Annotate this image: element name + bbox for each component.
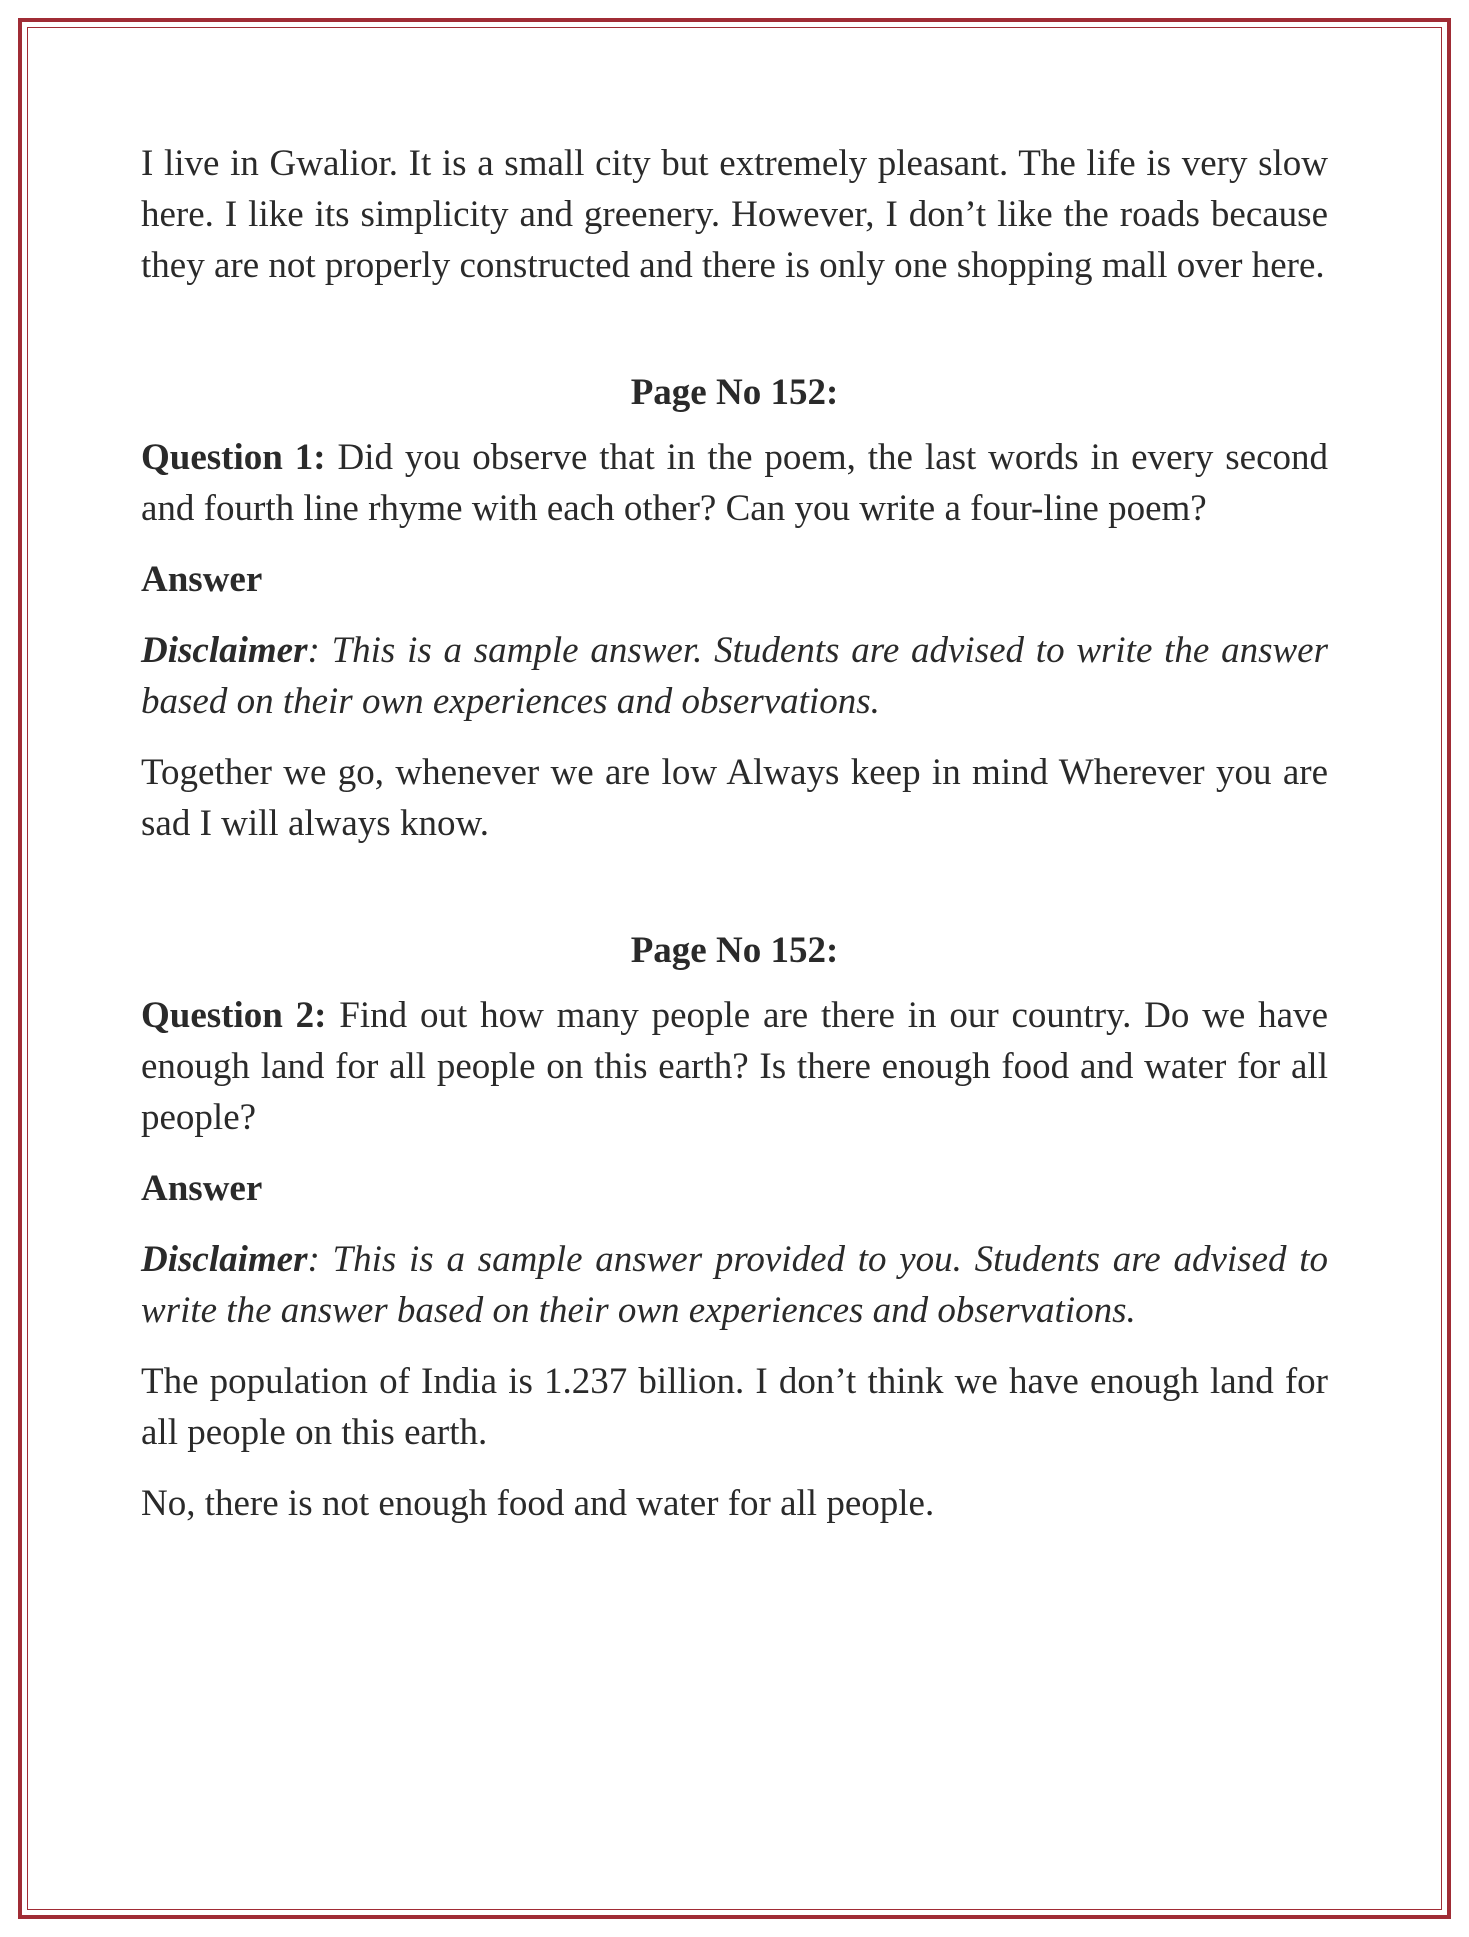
answer-paragraph: Together we go, whenever we are low Always keep in mind Wherever you are sad I will always know. <box>141 752 1328 844</box>
section-question-1 <box>141 367 1328 849</box>
answer-paragraph: The population of India is 1.237 billion. I don’t think we have enough land for all people on this earth. <box>141 1361 1328 1453</box>
disclaimer <box>141 1234 1328 1336</box>
answer-label: Answer <box>141 559 263 600</box>
answer-label: Answer <box>141 1168 263 1209</box>
disclaimer-text: : This is a sample answer provided to you. Students are advised to write the answer based on their own experiences and observations. <box>141 1239 1328 1331</box>
intro-paragraph: I live in Gwalior. It is a small city but extremely pleasant. The life is very slow here. I like its simplicity and greenery. However, I don’t like the roads because they are not properly constructed and there is only one shopping mall over here. <box>141 143 1328 286</box>
page-content <box>141 138 1328 1529</box>
question-text: Find out how many people are there in our country. Do we have enough land for all people on this earth? Is there enough food and water for all people? <box>141 995 1328 1138</box>
answer-paragraph: No, there is not enough food and water for all people. <box>141 1483 935 1524</box>
page-heading: Page No 152: <box>630 372 839 413</box>
disclaimer-label: Disclaimer <box>141 630 308 671</box>
disclaimer-label: Disclaimer <box>141 1239 308 1280</box>
question-label: Question 1: <box>141 437 326 478</box>
question-text: Did you observe that in the poem, the last words in every second and fourth line rhyme with each other? Can you write a four-line poem? <box>141 437 1328 529</box>
question-label: Question 2: <box>141 995 327 1036</box>
question-1 <box>141 432 1328 534</box>
page-heading: Page No 152: <box>630 930 839 971</box>
section-question-2 <box>141 925 1328 1529</box>
disclaimer <box>141 625 1328 727</box>
disclaimer-text: : This is a sample answer. Students are advised to write the answer based on their own experiences and observations. <box>141 630 1328 722</box>
question-2 <box>141 990 1328 1143</box>
